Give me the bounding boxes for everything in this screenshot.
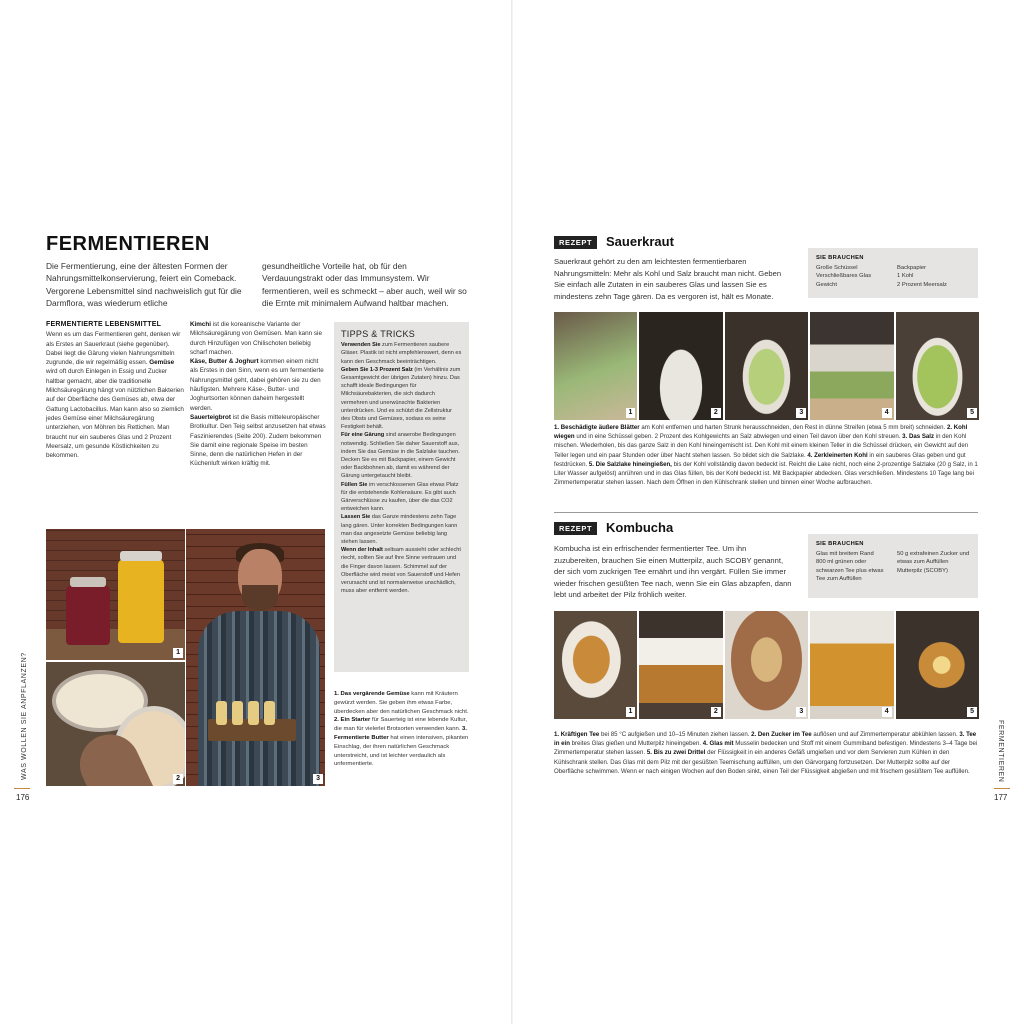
section-heading: FERMENTIERTE LEBENSMITTEL bbox=[46, 321, 162, 328]
body-text: wird oft durch Einlegen in Essig und Zucker haltbar gemacht, aber die traditionelle Milchsäuregärung hängt von nützlichen Bakterien auf der Oberfläche des Gemüses ab, etwa der Gattung Lactobacillus. Man kann also so ziemlich jedes Gemüse einer Milchsäuregärung unterziehen, von Möhren bis Rettichen. Man braucht nur ein sauberes Glas und 2 Prozent Meersalz, um gesunde Köstlichkeiten zu bekommen. bbox=[46, 368, 184, 460]
ingredient-item: Mutterpilz (SCOBY) bbox=[897, 567, 948, 574]
ingredients-box-sauerkraut bbox=[808, 248, 978, 298]
photo-fermented-jars bbox=[46, 529, 185, 660]
step-label: 1. Kräftigen Tee bbox=[554, 731, 600, 738]
photo-number: 1 bbox=[626, 707, 636, 717]
photo-adding-sugar bbox=[639, 611, 722, 719]
steps-sauerkraut bbox=[554, 423, 978, 487]
step-label: 2. Den Zucker im Tee bbox=[751, 731, 812, 738]
recipe-intro-kombucha: Kombucha ist ein erfrischender fermentierter Tee. Um ihn zuzubereiten, brauchen Sie einen Mutterpilz, auch SCOBY genannt, der sich vom zuckrigen Tee ernährt und ihn vergärt. Füllen Sie immer wieder frischen gesüßten Tee nach, wenn Sie ein Glas abzapfen, dann lebt und arbeitet der Pilz fröhlich weiter. bbox=[554, 544, 792, 600]
ingredient-item: 800 ml grünen oder schwarzen Tee plus etwas Tee zum Auffüllen bbox=[816, 559, 884, 582]
step-text: der Flüssigkeit in ein anderes Gefäß umgießen und vor dem Servieren zum Kühlen in den Kühlschrank stellen. Das Glas mit dem Pilz mit der gesüßten Teemischung auffüllen, um den Gärvorgang fortzusetzen. Der Mutterpilz sollte auf der Oberfläche schwimmen. Wenn er nach einigen Wochen auf den Boden sinkt, einen Teil der Flüssigkeit abgießen und mit frischem gesüßtem Tee auffüllen. bbox=[554, 749, 970, 775]
step-label: 1. Beschädigte äußere Blätter bbox=[554, 424, 640, 431]
step-label: 3. Tee in ein bbox=[554, 731, 977, 748]
step-text: bei 85 °C aufgießen und 10–15 Minuten ziehen lassen. bbox=[600, 731, 750, 738]
yellow-jar bbox=[118, 559, 164, 643]
body-text: ist die koreanische Variante der Milchsäuregärung von Gemüsen. Man kann sie durch Hinzufügen von Chilischoten beliebig scharf machen. bbox=[190, 321, 322, 356]
tip-label: Geben Sie 1-3 Prozent Salz bbox=[341, 366, 413, 373]
photo-mixing-salt bbox=[725, 312, 808, 420]
photo-strip-sauerkraut bbox=[554, 312, 979, 420]
tip-text: (im Verhältnis zum Gesamtgewicht der übrigen Zutaten) hinzu. Das schafft ideale Bedingungen für Milchsäurebakterien, die sich dadurch vermehren und unerwünschte Bakterien unterdrücken. Und es schützt die Zellstruktur des Obsts und Gemüses, sodass es seine Festigkeit behält. bbox=[341, 366, 461, 431]
ingredients-heading: SIE BRAUCHEN bbox=[816, 541, 864, 547]
tips-box bbox=[334, 322, 469, 672]
step-text: breites Glas gießen und Mutterpilz hineingeben. bbox=[571, 740, 702, 748]
term-label: Kimchi bbox=[190, 321, 211, 328]
step-label: 5. Die Salzlake hineingießen, bbox=[588, 460, 672, 468]
tip-label: Für eine Gärung bbox=[341, 432, 385, 439]
tip-item bbox=[341, 341, 462, 366]
page-number: 177 bbox=[994, 793, 1008, 802]
step-label: 4. Glas mit bbox=[702, 740, 734, 748]
photo-number: 5 bbox=[967, 707, 977, 717]
term-label: Käse, Butter & Joghurt bbox=[190, 358, 259, 366]
ingredient-item: Verschließbares Glas bbox=[816, 273, 872, 280]
photo-number: 1 bbox=[173, 648, 183, 658]
butter-roll bbox=[248, 701, 259, 725]
photo-number: 3 bbox=[313, 774, 323, 784]
tip-text: das Ganze mindestens zehn Tage lang gären. Unter korrekten Bedingungen kann man das angesetzte Gemüse beliebig lang stehen lassen. bbox=[341, 514, 458, 546]
tip-text: seltsam aussieht oder schlecht riecht, sollten Sie auf Ihre Sinne vertrauen und die Finger davon lassen. Schimmel auf der Oberfläche wird meist von Sauerstoff und Hefen verursacht und ist normalerweise unschädlich, muss aber entfernt werden. bbox=[341, 547, 461, 595]
photo-strip-kombucha bbox=[554, 611, 979, 719]
step-text: auflösen und auf Zimmertemperatur abkühlen lassen. bbox=[813, 731, 958, 738]
sidebar-label-text: WAS WOLLEN SIE ANPFLANZEN? bbox=[21, 652, 28, 780]
photo-number: 3 bbox=[796, 707, 806, 717]
tip-label: Verwenden Sie bbox=[341, 342, 381, 349]
photo-packing-jar bbox=[810, 312, 893, 420]
recipe-intro-sauerkraut: Sauerkraut gehört zu den am leichtesten fermentierbaren Nahrungsmitteln: Mehr als Kohl und Salz braucht man nicht. Geben Sie einfach alle Zutaten in ein sauberes Glas und lassen Sie es mindestens zehn Tage gären. Da es vergoren ist, hält es Monate. bbox=[554, 257, 782, 301]
caption-label: 3. Fermentierte Butter bbox=[334, 726, 467, 741]
butter-roll bbox=[216, 701, 227, 725]
tip-text: zum Fermentieren saubere Gläser. Plastik ist nicht empfehlenswert, denn es kann den Geschmack beeinträchtigen. bbox=[341, 342, 462, 365]
butter-roll bbox=[264, 701, 275, 725]
photo-number: 2 bbox=[173, 774, 183, 784]
caption-text: kann mit Kräutern gewürzt werden. Sie geben ihm etwas Farbe, überdecken aber den natürlichen Geschmack nicht. bbox=[334, 691, 469, 715]
butter-roll bbox=[232, 701, 243, 725]
step-text: in ein sauberes Glas geben und gut festdrücken. bbox=[554, 451, 966, 468]
photo-man-with-butter bbox=[186, 529, 325, 786]
ingredient-item: 1 Kohl bbox=[897, 273, 914, 280]
tip-label: Lassen Sie bbox=[341, 514, 371, 521]
step-text: bis der Kohl vollständig davon bedeckt ist. Reicht die Lake nicht, noch eine 2-prozentige Salzlake (20 g Salz, in 1 Liter Wasser aufgelöst) anrühren und in das Glas füllen, bis der Kohl bedeckt ist. Mit Backpapier abdecken. Glas verschließen. Mindestens 10 Tage lang bei Zimmertemperatur stehen lassen. Nach dem Öffnen in den Kühlschrank stellen und binnen einer Woche aufbrauchen. bbox=[554, 460, 978, 487]
ingredient-item: 2 Prozent Meersalz bbox=[897, 281, 947, 288]
column-fermented-foods bbox=[46, 320, 184, 460]
recipe-title-kombucha: Kombucha bbox=[606, 520, 674, 535]
photo-brewing-tea bbox=[554, 611, 637, 719]
tips-heading: TIPPS & TRICKS bbox=[341, 329, 416, 339]
sidebar-label-text: FERMENTIEREN bbox=[997, 720, 1004, 783]
column-fermented-examples bbox=[190, 320, 326, 469]
step-text: am Kohl entfernen und harten Strunk herausschneiden, den Rest in dünne Streifen (etwa 5 mm breit) schneiden. bbox=[641, 424, 946, 431]
red-jar bbox=[66, 585, 110, 645]
photo-number: 3 bbox=[796, 408, 806, 418]
recipe-title-sauerkraut: Sauerkraut bbox=[606, 234, 674, 249]
photo-number: 1 bbox=[626, 408, 636, 418]
photo-captions bbox=[334, 690, 472, 769]
photo-serving-kombucha bbox=[896, 611, 979, 719]
ingredients-list bbox=[816, 264, 970, 289]
tip-item bbox=[341, 431, 462, 480]
ingredients-list bbox=[816, 550, 970, 583]
footer-rule bbox=[994, 788, 1010, 789]
recipe-tag: REZEPT bbox=[554, 236, 597, 249]
step-text: Musselin bedecken und Stoff mit einem Gummiband befestigen. Mindestens 3–4 Tage bei Zimmertemperatur stehen lassen. bbox=[554, 740, 978, 757]
body-text: Wenn es um das Fermentieren geht, denken wir als Erstes an Sauerkraut (siehe gegenüber). Dabei liegt die Gärung vielen Nahrungsmitteln zugrunde, die wir regelmäßig essen. bbox=[46, 331, 181, 367]
caption-text: hat einen intensiven, pikanten Einschlag, der ihren natürlichen Geschmack unterstreicht, und ist leichter verdaulich als unfermentierte. bbox=[334, 734, 469, 768]
beard bbox=[242, 585, 278, 611]
tip-item bbox=[341, 366, 462, 432]
photo-bowl-salt bbox=[639, 312, 722, 420]
photo-number: 2 bbox=[711, 707, 721, 717]
ingredients-box-kombucha bbox=[808, 534, 978, 598]
body-text: ist die Basis mitteleuropäischer Brotkultur. Den Teig selbst anzusetzen hat etwas Faszinierendes (Seite 200). Zudem bekommen Sie damit eine regionale Speise im besten Sinne, denn die natürlichen Hefen in der Küchenluft wirken kräftig mit. bbox=[190, 413, 326, 468]
term-label: Gemüse bbox=[149, 359, 175, 367]
ingredient-item: Große Schüssel bbox=[816, 265, 858, 272]
steps-kombucha bbox=[554, 730, 978, 776]
ingredient-item: 50 g extrafeinen Zucker und etwas zum Auffüllen bbox=[897, 551, 970, 566]
recipe-tag: REZEPT bbox=[554, 522, 597, 535]
step-label: 2. Kohl wiegen bbox=[554, 424, 968, 441]
tip-item bbox=[341, 546, 462, 595]
caption-label: 1. Das vergärende Gemüse bbox=[334, 691, 410, 697]
section-sidebar-label bbox=[996, 720, 1024, 783]
tip-text: im verschlossenen Glas etwas Platz für die entstehende Kohlensäure. Es gibt auch Gärverschlüsse zu kaufen, über die das CO2 entweichen kann. bbox=[341, 481, 459, 513]
photo-scoby bbox=[725, 611, 808, 719]
ingredient-item: Glas mit breitem Rand bbox=[816, 551, 874, 558]
photo-cutting-cabbage bbox=[554, 312, 637, 420]
plaid-shirt bbox=[198, 611, 320, 786]
tip-item bbox=[341, 481, 462, 514]
tip-text: sind anaerobe Bedingungen notwendig. Schließen Sie daher Sauerstoff aus, indem Sie das Gemüse in die Salzlake tauchen. Decken Sie es mit Backpapier, einem Gewicht oder Backbohnen ab, damit es während der Gärung untergetaucht bleibt. bbox=[341, 432, 460, 480]
step-text: und in eine Schüssel geben. 2 Prozent des Kohlgewichts an Salz abwiegen und einen Teil davon über den Kohl streuen. bbox=[576, 433, 901, 441]
step-label: 4. Zerkleinerten Kohl bbox=[807, 451, 868, 459]
photo-filled-jar bbox=[896, 312, 979, 420]
ingredients-heading: SIE BRAUCHEN bbox=[816, 255, 864, 261]
photo-covered-jar bbox=[810, 611, 893, 719]
intro-paragraph-right: gesundheitliche Vorteile hat, ob für den Verdauungstrakt oder das Immunsystem. Wir fermentieren, weil es schmeckt – aber auch, weil wir so die Ernte mit minimalem Aufwand haltbar machen. bbox=[262, 261, 467, 309]
page-number: 176 bbox=[16, 793, 30, 802]
body-text: kommen einem nicht als Erstes in den Sinn, wenn es um fermentierte Nahrungsmittel geht, dabei gehören sie zu den häufigsten. Mehrere Käse-, Butter- und Joghurtsorten können daheim hergestellt werden. bbox=[190, 358, 324, 412]
recipe-divider bbox=[554, 512, 978, 513]
ingredient-item: Gewicht bbox=[816, 281, 837, 288]
photo-number: 4 bbox=[882, 707, 892, 717]
tip-label: Wenn der Inhalt bbox=[341, 547, 383, 554]
step-label: 3. Das Salz bbox=[902, 433, 935, 441]
step-label: 5. Bis zu zwei Drittel bbox=[646, 749, 706, 757]
intro-paragraph-left: Die Fermentierung, eine der ältesten Formen der Nahrungsmittelkonservierung, feiert ein Comeback. Vergorene Lebensmittel sind nachweislich gut für die Darmflora, was wiederum etliche bbox=[46, 261, 242, 309]
section-sidebar-label bbox=[18, 652, 30, 780]
ingredient-item: Backpapier bbox=[897, 265, 927, 272]
tip-item bbox=[341, 513, 462, 546]
tip-label: Füllen Sie bbox=[341, 481, 368, 488]
step-text: in den Kohl mischen. Wiederholen, bis das ganze Salz in den Kohl hineingemischt ist. Den Kohl mit einem kleinen Teller in die Schüssel drücken, ein Gewicht auf den Teller legen und ein paar Stunden oder über Nacht stehen lassen. So bildet sich die Salzlake. bbox=[554, 433, 969, 459]
term-label: Sauerteigbrot bbox=[190, 413, 231, 421]
page-title: FERMENTIEREN bbox=[46, 233, 210, 255]
caption-label: 2. Ein Starter bbox=[334, 717, 371, 724]
photo-number: 2 bbox=[711, 408, 721, 418]
photo-number: 5 bbox=[967, 408, 977, 418]
ingredients-column bbox=[897, 550, 970, 583]
photo-number: 4 bbox=[882, 408, 892, 418]
ingredients-column bbox=[816, 550, 889, 583]
photo-sourdough-starter bbox=[46, 662, 185, 786]
footer-rule bbox=[14, 788, 30, 789]
caption-text: für Sauerteig ist eine lebende Kultur, die man für vielerlei Brotsorten verwenden kann. bbox=[334, 717, 467, 733]
